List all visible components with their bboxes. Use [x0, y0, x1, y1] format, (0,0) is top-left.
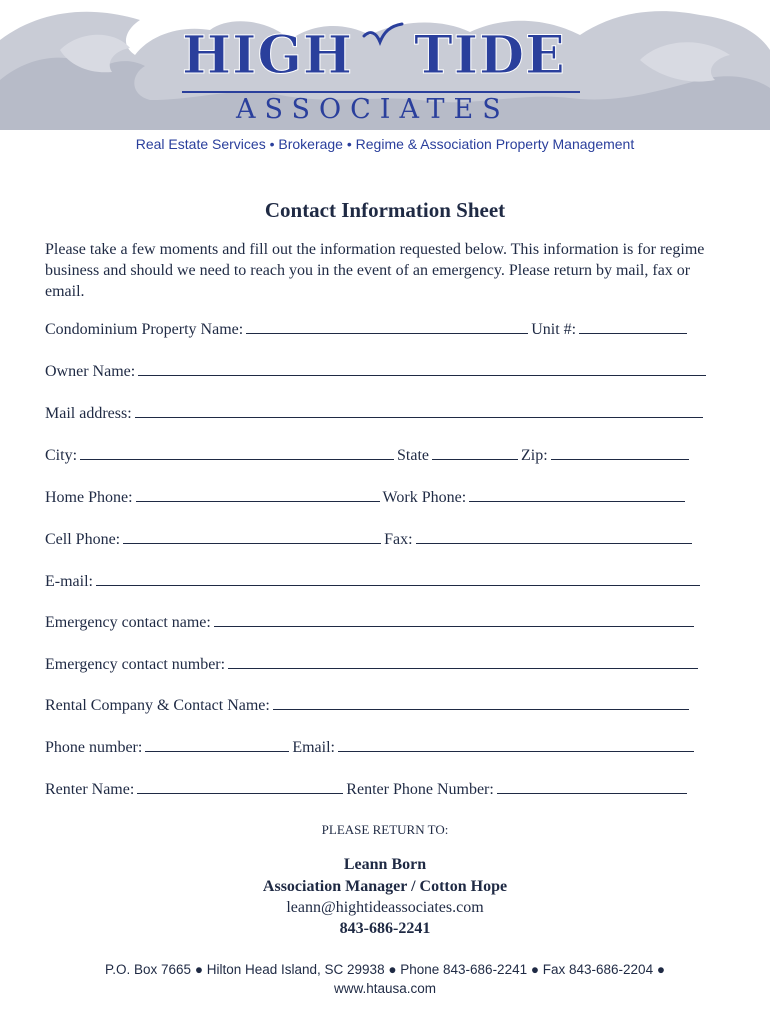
renter-phone-field[interactable]	[497, 792, 687, 794]
contact-role: Association Manager / Cotton Hope	[262, 878, 508, 895]
state-field[interactable]	[432, 458, 518, 460]
owner-name-field[interactable]	[138, 374, 706, 376]
row-phones	[45, 488, 725, 508]
phone-number-label: Phone number:	[45, 739, 143, 756]
logo-divider	[182, 91, 580, 93]
row-cell	[45, 530, 725, 550]
mail-address-label: Mail address:	[45, 405, 132, 422]
contact-email[interactable]: leann@hightideassociates.com	[286, 899, 484, 916]
rental-company-field[interactable]	[273, 708, 689, 710]
emergency-name-label: Emergency contact name:	[45, 614, 211, 631]
row-mail	[45, 404, 725, 424]
renter-phone-label: Renter Phone Number:	[346, 781, 494, 798]
state-label: State	[397, 447, 430, 464]
row-rental	[45, 696, 725, 716]
logo-tide: TIDE	[414, 25, 566, 86]
unit-field[interactable]	[579, 332, 687, 334]
footer	[60, 960, 710, 998]
zip-label: Zip:	[521, 447, 548, 464]
cell-phone-field[interactable]	[123, 542, 381, 544]
footer-website[interactable]: www.htausa.com	[333, 981, 437, 996]
home-phone-label: Home Phone:	[45, 489, 133, 506]
footer-address: P.O. Box 7665 ● Hilton Head Island, SC 29938 ● Phone 843-686-2241 ● Fax 843-686-2204 ●	[105, 962, 665, 977]
owner-name-label: Owner Name:	[45, 363, 136, 380]
fax-field[interactable]	[416, 542, 692, 544]
condo-name-field[interactable]	[246, 332, 528, 334]
work-phone-label: Work Phone:	[382, 489, 467, 506]
page-title: Contact Information Sheet	[264, 198, 506, 222]
condo-name-label: Condominium Property Name:	[45, 321, 244, 338]
renter-name-field[interactable]	[137, 792, 343, 794]
letterhead	[0, 0, 770, 160]
row-condo	[45, 320, 725, 340]
unit-label: Unit #:	[531, 321, 577, 338]
row-renter	[45, 780, 725, 800]
renter-name-label: Renter Name:	[45, 781, 135, 798]
services-tagline: Real Estate Services • Brokerage • Regime & Association Property Management	[135, 136, 635, 152]
row-email	[45, 572, 725, 592]
cell-phone-label: Cell Phone:	[45, 531, 121, 548]
city-label: City:	[45, 447, 78, 464]
seagull-icon	[360, 22, 406, 52]
logo-associates: ASSOCIATES	[236, 94, 510, 125]
home-phone-field[interactable]	[136, 500, 380, 502]
fax-label: Fax:	[384, 531, 413, 548]
zip-field[interactable]	[551, 458, 689, 460]
intro-paragraph: Please take a few moments and fill out the information requested below. This information is for regime business and should we need to reach you in the event of an emergency. Please return by mail, fax or email.	[45, 241, 705, 300]
row-emergency-name	[45, 613, 725, 633]
return-label: PLEASE RETURN TO:	[321, 822, 449, 837]
work-phone-field[interactable]	[469, 500, 685, 502]
phone-number-field[interactable]	[145, 750, 289, 752]
rental-company-label: Rental Company & Contact Name:	[45, 697, 270, 714]
email-label: E-mail:	[45, 573, 93, 590]
email-field[interactable]	[96, 584, 700, 586]
emergency-number-label: Emergency contact number:	[45, 656, 226, 673]
row-city	[45, 446, 725, 466]
city-field[interactable]	[80, 458, 394, 460]
contact-phone: 843-686-2241	[339, 920, 431, 937]
row-emergency-number	[45, 655, 725, 675]
emergency-name-field[interactable]	[214, 625, 694, 627]
logo-high: HIGH	[182, 25, 353, 86]
emergency-number-field[interactable]	[228, 667, 698, 669]
contact-name: Leann Born	[343, 856, 427, 873]
email2-label: Email:	[292, 739, 335, 756]
row-phone-email	[45, 738, 725, 758]
mail-address-field[interactable]	[135, 416, 703, 418]
email2-field[interactable]	[338, 750, 694, 752]
row-owner	[45, 362, 725, 382]
